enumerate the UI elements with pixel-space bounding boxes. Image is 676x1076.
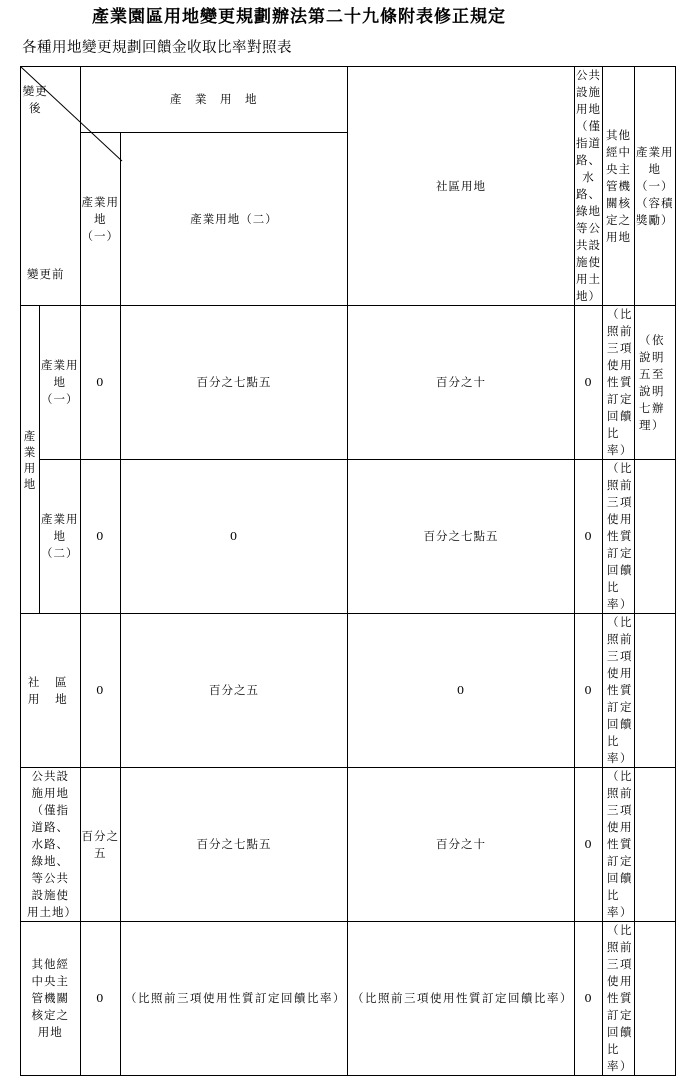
table-row: [21, 614, 676, 768]
row-label: 產業用地（一）: [40, 306, 81, 460]
cell-other: （比照前三項使用性質訂定回饋比率）: [603, 614, 635, 768]
cell-public-facility: 0: [575, 460, 603, 614]
header-corner-cell: [21, 67, 81, 306]
before-change-label: 變更前: [27, 267, 65, 281]
table-row: [21, 768, 676, 922]
cell-community: 0: [348, 614, 575, 768]
row-label: 社 區 用 地: [21, 614, 81, 768]
table-row: [21, 922, 676, 1076]
row-label: 產業用地（二）: [40, 460, 81, 614]
cell-industrial1-bonus: （依說明五至說明七辦理）: [635, 306, 676, 460]
cell-community: 百分之十: [348, 768, 575, 922]
cell-industrial1: 0: [80, 614, 121, 768]
table-row: [21, 306, 676, 460]
cell-industrial1: 0: [80, 922, 121, 1076]
cell-other: （比照前三項使用性質訂定回饋比率）: [603, 922, 635, 1076]
row-label: 公共設施用地（僅指道路、水路、綠地、等公共設施使用土地）: [21, 768, 81, 922]
col-header-other: 其他經中央主管機關核定之用地: [603, 67, 635, 306]
cell-other: （比照前三項使用性質訂定回饋比率）: [603, 306, 635, 460]
cell-industrial1-bonus: [635, 922, 676, 1076]
cell-public-facility: 0: [575, 768, 603, 922]
cell-industrial2: 百分之七點五: [121, 768, 348, 922]
col-header-industrial1-bonus: 產業用地（一）（容積獎勵）: [635, 67, 676, 306]
cell-industrial2: （比照前三項使用性質訂定回饋比率）: [121, 922, 348, 1076]
cell-other: （比照前三項使用性質訂定回饋比率）: [603, 460, 635, 614]
cell-other: （比照前三項使用性質訂定回饋比率）: [603, 768, 635, 922]
cell-industrial1: 百分之五: [80, 768, 121, 922]
header-row-1: [21, 67, 676, 133]
document-title: 產業園區用地變更規劃辦法第二十九條附表修正規定: [92, 7, 506, 27]
cell-public-facility: 0: [575, 922, 603, 1076]
cell-community: （比照前三項使用性質訂定回饋比率）: [348, 922, 575, 1076]
cell-public-facility: 0: [575, 306, 603, 460]
col-header-industrial1: 產業用地（一）: [80, 133, 121, 306]
after-change-label: 變更後: [22, 84, 48, 115]
table-row: [21, 460, 676, 614]
industrial-land-group-header: 產 業 用 地: [80, 67, 348, 133]
cell-industrial1: 0: [80, 306, 121, 460]
cell-industrial1-bonus: [635, 614, 676, 768]
row-label: 其他經中央主管機關核定之用地: [21, 922, 81, 1076]
col-header-public-facility: 公共設施用地（僅指道路、水路、綠地等公共設施使用土地）: [575, 67, 603, 306]
table-caption: 各種用地變更規劃回饋金收取比率對照表: [22, 40, 292, 56]
cell-industrial2: 百分之七點五: [121, 306, 348, 460]
cell-industrial2: 百分之五: [121, 614, 348, 768]
row-group-industrial: 產業用地: [21, 306, 40, 614]
cell-community: 百分之七點五: [348, 460, 575, 614]
cell-industrial2: 0: [121, 460, 348, 614]
cell-industrial1: 0: [80, 460, 121, 614]
fee-ratio-table: [20, 66, 676, 1076]
cell-industrial1-bonus: [635, 768, 676, 922]
cell-community: 百分之十: [348, 306, 575, 460]
col-header-industrial2: 產業用地（二）: [121, 133, 348, 306]
cell-public-facility: 0: [575, 614, 603, 768]
cell-industrial1-bonus: [635, 460, 676, 614]
col-header-community: 社區用地: [348, 67, 575, 306]
